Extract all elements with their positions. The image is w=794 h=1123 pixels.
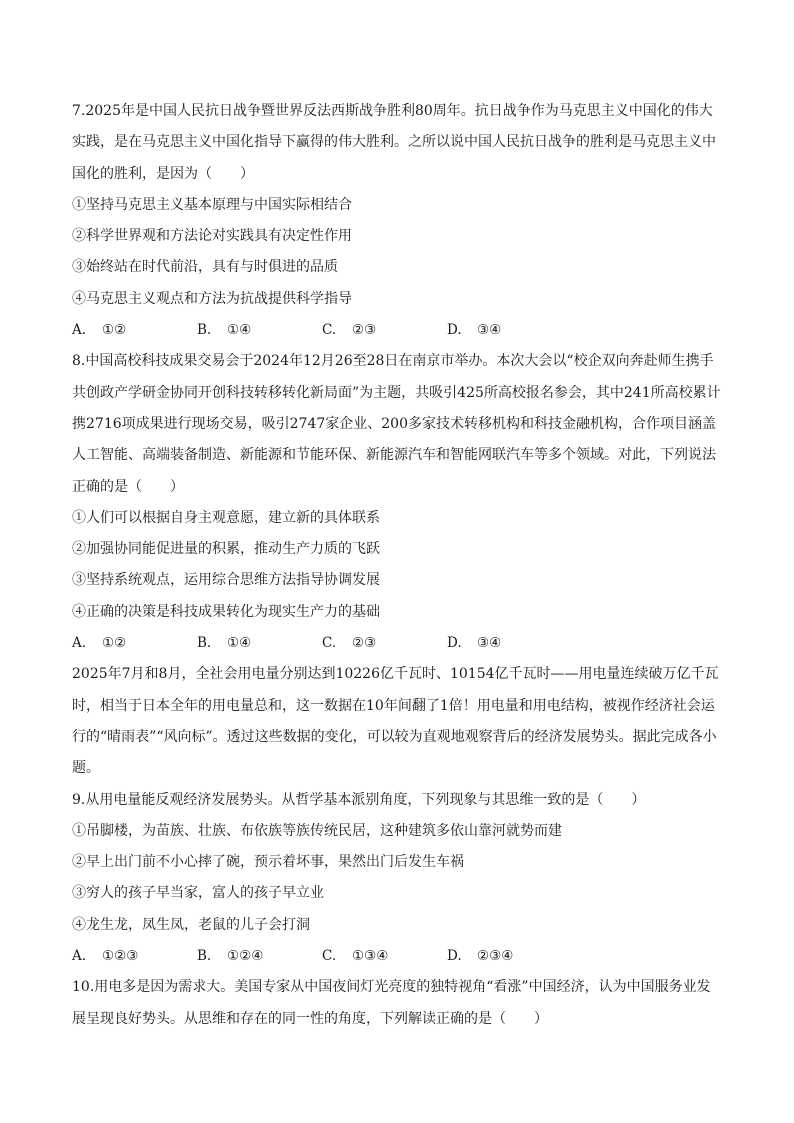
- question-9-choices: [72, 941, 724, 972]
- choice-a: A. ①②: [72, 635, 127, 652]
- choice-d: D. ③④: [447, 635, 502, 652]
- question-7-option-4: ④马克思主义观点和方法为抗战提供科学指导: [72, 290, 352, 307]
- question-7-choices: [72, 315, 724, 346]
- choice-a: A. ①②: [72, 322, 127, 339]
- choice-b: B. ①④: [197, 635, 252, 652]
- question-8-choices: [72, 628, 724, 659]
- choice-d: D. ③④: [447, 322, 502, 339]
- question-9-option-2: ②早上出门前不小心摔了碗，预示着坏事，果然出门后发生车祸: [72, 854, 464, 871]
- question-9-option-4: ④龙生龙，凤生凤，老鼠的儿子会打洞: [72, 916, 310, 933]
- question-9-option-3: ③穷人的孩子早当家，富人的孩子早立业: [72, 885, 324, 902]
- question-9-stem: 9.从用电量能反观经济发展势头。从哲学基本派别角度，下列现象与其思维一致的是（ ）: [72, 791, 646, 808]
- question-7-option-3: ③始终站在时代前沿，具有与时俱进的品质: [72, 259, 338, 276]
- question-8-stem: 8.中国高校科技成果交易会于2024年12月26至28日在南京市举办。本次大会以“校企双向奔赴师生携手共创政产学研金协同开创科技转移转化新局面”为主题，共吸引425所高校报名参会，其中241所高校累计携2716项成果进行现场交易，吸引2747家企业、200多家技术转移机构和科技金融机构，合作项目涵盖人工智能、高端装备制造、新能源和节能环保、新能源汽车和智能网联汽车等多个领域。对此，下列说法正确的是（ ）: [72, 353, 721, 495]
- choice-d: D. ②③④: [447, 948, 514, 965]
- question-10-stem: 10.用电多是因为需求大。美国专家从中国夜间灯光亮度的独特视角“看涨”中国经济，认为中国服务业发展呈现良好势头。从思维和存在的同一性的角度，下列解读正确的是（ ）: [72, 979, 711, 1027]
- choice-b: B. ①②④: [197, 948, 264, 965]
- choice-c: C. ②③: [322, 635, 377, 652]
- question-7-stem: 7.2025年是中国人民抗日战争暨世界反法西斯战争胜利80周年。抗日战争作为马克思主义中国化的伟大实践，是在马克思主义中国化指导下赢得的伟大胜利。之所以说中国人民抗日战争的胜利是马克思主义中国化的胜利，是因为（ ）: [72, 103, 716, 182]
- question-9-option-1: ①吊脚楼，为苗族、壮族、布依族等族传统民居，这种建筑多依山靠河就势而建: [72, 822, 562, 839]
- question-7-option-2: ②科学世界观和方法论对实践具有决定性作用: [72, 228, 352, 245]
- question-8-option-1: ①人们可以根据自身主观意愿，建立新的具体联系: [72, 509, 380, 526]
- choice-c: C. ①③④: [322, 948, 389, 965]
- question-7-option-1: ①坚持马克思主义基本原理与中国实际相结合: [72, 196, 352, 213]
- reading-passage: 2025年7月和8月，全社会用电量分别达到10226亿千瓦时、10154亿千瓦时——用电量连续破万亿千瓦时，相当于日本全年的用电量总和，这一数据在10年间翻了1倍！用电量和用电结构，被视作经济社会运行的“晴雨表”“风向标”。透过这些数据的变化，可以较为直观地观察背后的经济发展势头。据此完成各小题。: [72, 666, 719, 777]
- choice-c: C. ②③: [322, 322, 377, 339]
- choice-b: B. ①④: [197, 322, 252, 339]
- question-8-option-3: ③坚持系统观点，运用综合思维方法指导协调发展: [72, 572, 380, 589]
- document-page: [72, 96, 724, 1035]
- question-8-option-2: ②加强协同能促进量的积累，推动生产力质的飞跃: [72, 541, 380, 558]
- choice-a: A. ①②③: [72, 948, 139, 965]
- question-8-option-4: ④正确的决策是科技成果转化为现实生产力的基础: [72, 603, 380, 620]
